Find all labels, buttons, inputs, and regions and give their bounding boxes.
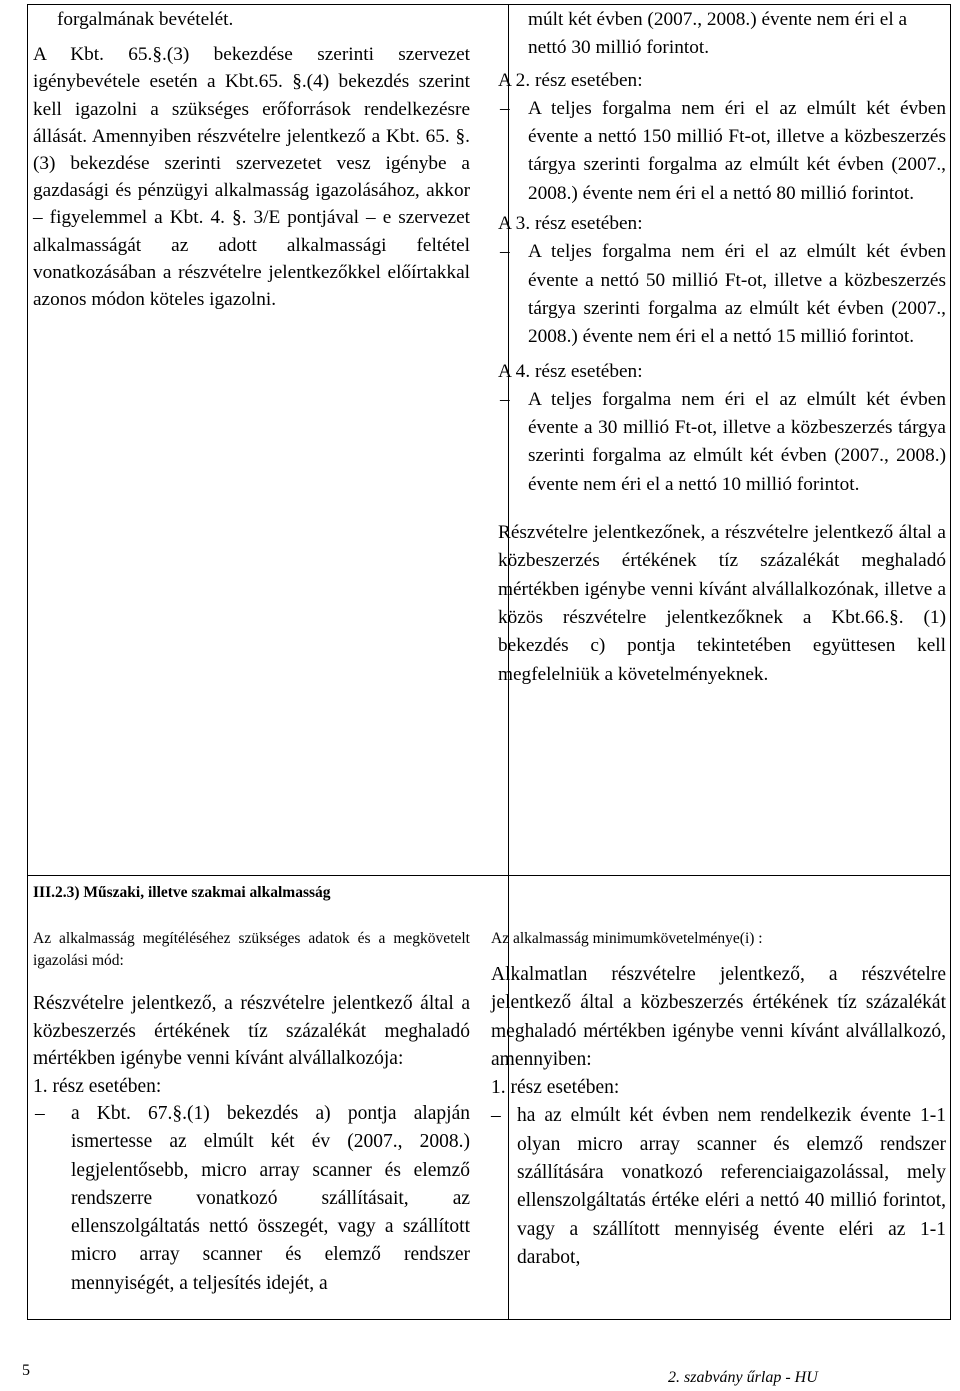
page-number: 5 (22, 1362, 30, 1379)
part-4-label: A 4. rész esetében: (498, 360, 643, 382)
bottom-left-cell (33, 928, 470, 1298)
bottom-left-paragraph: Részvételre jelentkező, a részvételre jelentkező által a közbeszerzés értékének tíz százalékát meghaladó mértékben igénybe venni kívánt alvállalkozója: (33, 993, 470, 1069)
part-3-item (498, 238, 946, 351)
minimum-caption: Az alkalmasság minimumkövetelménye(i) : (491, 930, 763, 947)
part-1-label: 1. rész esetében: (33, 1075, 162, 1097)
closing-paragraph: Részvételre jelentkezőnek, a részvételre jelentkező által a közbeszerzés értékének tíz százalékát meghaladó mértékben igénybe venni kívánt alvállalkozónak, illetve a közös részvételre jelentkezőknek a Kbt.66.§. (1) bekezdés c) pontja tekintetében együttesen kell megfelelniük a követelményeknek. (498, 522, 946, 685)
row-divider (28, 875, 950, 876)
dash-icon: – (500, 388, 510, 410)
top-left-cell (33, 6, 470, 313)
dash-icon: – (500, 97, 510, 119)
form-name: 2. szabvány űrlap - HU (668, 1369, 818, 1386)
continuation-line: forgalmának bevételét. (57, 9, 234, 30)
part-1-label: 1. rész esetében: (491, 1077, 620, 1099)
part-2-item (498, 95, 946, 208)
bottom-right-cell (491, 928, 946, 1272)
part-1-text: a Kbt. 67.§.(1) bekezdés a) pontja alapján ismertesse az elmúlt két év (2007., 2008.) legjelentősebb, micro array scanner és elemző rendszerre vonatkozó szállításait, az ellenszolgáltatás nettó összegét, vagy a szállított micro array scanner és elemző rendszer mennyiségét, a teljesítés idejét, a (71, 1103, 470, 1294)
top-right-cell (498, 6, 946, 689)
part-1-item (33, 1100, 470, 1298)
dash-icon: – (35, 1103, 45, 1124)
part-1-text: ha az elmúlt két évben nem rendelkezik évente 1-1 olyan micro array scanner és elemző rendszer szállítására vonatkozó referenciaigazolással, mely ellenszolgáltatás értéke eléri a nettó 40 millió forintot, vagy a szállított mennyiség évente eléri az 1-1 darabot, (517, 1105, 946, 1268)
top-left-paragraph: A Kbt. 65.§.(3) bekezdése szerinti szervezet igénybevétele esetén a Kbt.65. §.(4) bekezdés szerint kell igazolni a szükséges erőforrások rendelkezésre állását. Amennyiben részvételre jelentkező a Kbt. 65. §.(3) bekezdése szerinti szervezetet vesz igénybe a gazdasági és pénzügyi alkalmasság igazolásához, akkor – figyelemmel a Kbt. 4. §. 3/E pontjával – e szervezet alkalmasságát az adott alkalmassági feltétel vonatkozásában a részvételre jelentkezőkkel előírtakkal azonos módon köteles igazolni. (33, 44, 470, 311)
part-1-item (491, 1102, 946, 1272)
part-2-text: A teljes forgalma nem éri el az elmúlt két évben évente a nettó 150 millió Ft-ot, illetve a közbeszerzés tárgya szerinti forgalma az elmúlt két évben (2007., 2008.) évente nem éri el a nettó 80 millió forintot. (528, 97, 946, 204)
section-heading: III.2.3) Műszaki, illetve szakmai alkalmasság (33, 884, 331, 901)
dash-icon: – (500, 241, 510, 263)
part-3-text: A teljes forgalma nem éri el az elmúlt két évben évente a nettó 50 millió Ft-ot, illetve a közbeszerzés tárgya szerinti forgalma az elmúlt két évben (2007., 2008.) évente nem éri el a nettó 15 millió forintot. (528, 241, 946, 348)
part-2-label: A 2. rész esetében: (498, 69, 643, 91)
dash-icon: – (491, 1105, 501, 1127)
intro-text: múlt két évben (2007., 2008.) évente nem éri el a nettó 30 millió forintot. (528, 9, 908, 59)
bottom-right-paragraph: Alkalmatlan részvételre jelentkező, a részvételre jelentkező által a közbeszerzés értékének tíz százalékát meghaladó mértékben igénybe venni kívánt alvállalkozó, amennyiben: (491, 964, 946, 1070)
data-caption: Az alkalmasság megítéléséhez szükséges adatok és a megkövetelt igazolási mód: (33, 930, 470, 969)
part-4-text: A teljes forgalma nem éri el az elmúlt két évben évente a 30 millió Ft-ot, illetve a közbeszerzés tárgya szerinti forgalma az elmúlt két évben (2007., 2008.) évente nem éri el a nettó 10 millió forintot. (528, 388, 946, 495)
part-3-label: A 3. rész esetében: (498, 213, 643, 235)
part-4-item (498, 386, 946, 499)
